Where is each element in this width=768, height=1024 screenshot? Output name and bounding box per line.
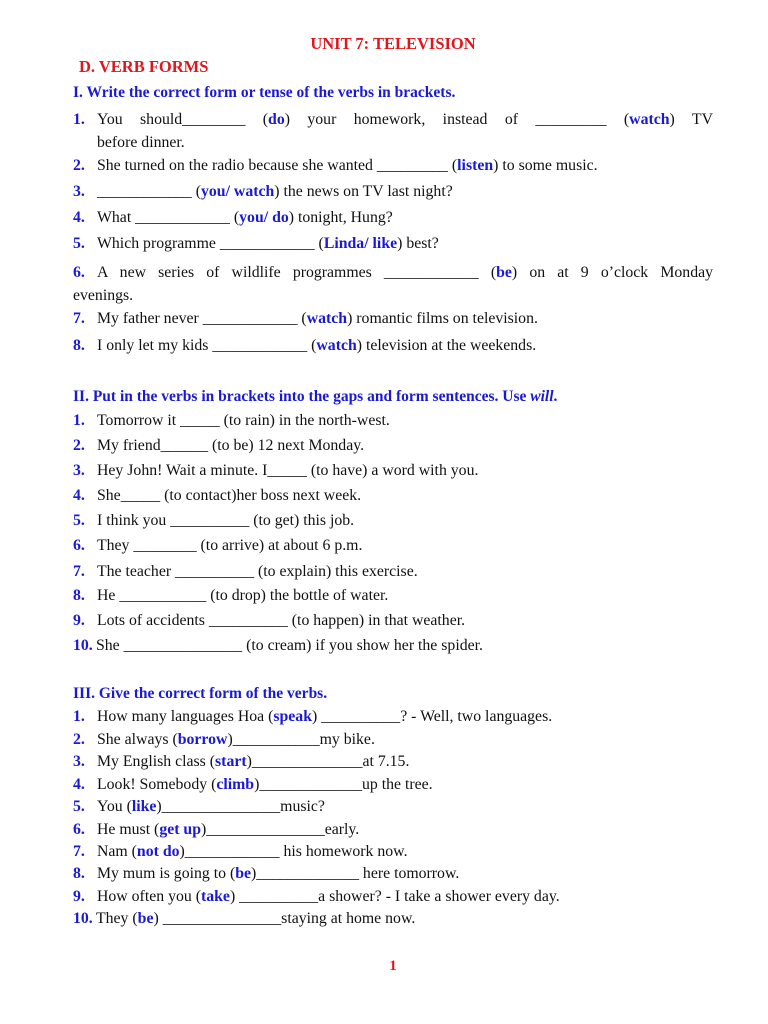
list-item <box>73 310 713 328</box>
list-item <box>73 753 713 771</box>
item-text: He must ( <box>97 821 160 838</box>
verb-keyword: Linda/ like <box>323 235 398 252</box>
section-3-heading: III. Give the correct form of the verbs. <box>73 685 328 702</box>
verb-keyword: do <box>268 111 285 128</box>
page-title: UNIT 7: TELEVISION <box>310 34 476 53</box>
item-number: 2. <box>73 437 85 454</box>
item-text: They ( <box>96 910 138 927</box>
item-text: ) television at the weekends. <box>356 337 537 354</box>
item-number: 10. <box>73 910 93 927</box>
list-item <box>73 612 713 630</box>
list-item <box>73 563 713 581</box>
item-text: ) tonight, Hung? <box>288 209 393 226</box>
list-item <box>73 462 713 480</box>
item-text: )_______________music? <box>156 798 325 815</box>
item-number: 6. <box>73 821 85 838</box>
list-item <box>73 337 713 355</box>
item-text: ) to some music. <box>493 157 598 174</box>
item-text: ) __________a shower? - I take a shower every day. <box>229 888 560 905</box>
item-text: My mum is going to ( <box>97 865 236 882</box>
list-item <box>73 235 713 253</box>
verb-keyword: watch <box>316 337 357 354</box>
item-text: Tomorrow it _____ (to rain) in the north-west. <box>97 412 390 429</box>
list-item <box>73 412 713 430</box>
page-number: 1 <box>389 958 397 974</box>
item-text: )___________my bike. <box>227 731 375 748</box>
verb-keyword: not do <box>136 843 180 860</box>
item-number: 3. <box>73 183 85 200</box>
item-number: 8. <box>73 337 85 354</box>
item-text: They ________ (to arrive) at about 6 p.m. <box>97 537 363 554</box>
item-text: )_____________ here tomorrow. <box>251 865 460 882</box>
item-number: 8. <box>73 865 85 882</box>
verb-keyword: speak <box>273 708 312 725</box>
item-number: 1. <box>73 412 85 429</box>
item-text: ) _______________staying at home now. <box>153 910 416 927</box>
item-text: How often you ( <box>97 888 201 905</box>
verb-keyword: watch <box>306 310 348 327</box>
page-subtitle: D. VERB FORMS <box>79 57 209 76</box>
item-number: 5. <box>73 798 85 815</box>
item-text: You ( <box>97 798 132 815</box>
list-item <box>73 487 713 505</box>
item-number: 7. <box>73 563 85 580</box>
item-text: )____________ his homework now. <box>179 843 408 860</box>
list-item <box>73 843 713 861</box>
list-item <box>73 261 713 307</box>
list-item <box>73 512 713 530</box>
item-number: 9. <box>73 888 85 905</box>
verb-keyword: like <box>131 798 157 815</box>
list-item <box>73 183 713 201</box>
list-item <box>73 637 713 655</box>
list-item <box>73 587 713 605</box>
item-text: My father never ____________ ( <box>97 310 307 327</box>
verb-keyword: watch <box>629 111 670 128</box>
item-number: 5. <box>73 235 85 252</box>
item-number: 1. <box>73 708 85 725</box>
section-2-heading-text: II. Put in the verbs in brackets into the gaps and form sentences. Use <box>73 388 531 405</box>
section-2-heading-emphasis: will <box>530 388 554 405</box>
item-number: 2. <box>73 157 85 174</box>
item-number: 10. <box>73 637 93 654</box>
item-text: ) TV <box>669 111 713 128</box>
item-number: 3. <box>73 753 85 770</box>
list-item <box>73 708 713 726</box>
item-text: I only let my kids ____________ ( <box>97 337 317 354</box>
section-2-heading-end: . <box>553 388 558 405</box>
item-text: ) best? <box>397 235 439 252</box>
list-item <box>73 731 713 749</box>
verb-keyword: borrow <box>177 731 228 748</box>
item-text: Which programme ____________ ( <box>97 235 324 252</box>
item-text: ) the news on TV last night? <box>274 183 453 200</box>
item-text: Hey John! Wait a minute. I_____ (to have) a word with you. <box>97 462 479 479</box>
item-continuation: before dinner. <box>97 134 185 151</box>
item-text: A new series of wildlife programmes ____________ ( <box>97 264 497 281</box>
item-text: You should________ ( <box>97 111 269 128</box>
item-number: 3. <box>73 462 85 479</box>
item-text: Lots of accidents __________ (to happen) in that weather. <box>97 612 466 629</box>
verb-keyword: take <box>200 888 230 905</box>
list-item <box>73 209 713 227</box>
item-number: 8. <box>73 587 85 604</box>
verb-keyword: get up <box>159 821 202 838</box>
verb-keyword: climb <box>216 776 255 793</box>
list-item <box>73 437 713 455</box>
item-continuation: evenings. <box>73 287 134 304</box>
verb-keyword: be <box>496 264 512 281</box>
item-number: 4. <box>73 487 85 504</box>
item-text: )_____________up the tree. <box>254 776 433 793</box>
verb-keyword: start <box>215 753 247 770</box>
item-text: She turned on the radio because she wanted _________ ( <box>97 157 458 174</box>
item-number: 1. <box>73 111 85 128</box>
verb-keyword: listen <box>457 157 494 174</box>
item-number: 6. <box>73 264 85 281</box>
item-text: ) your homework, instead of _________ ( <box>284 111 630 128</box>
item-text: My friend______ (to be) 12 next Monday. <box>97 437 365 454</box>
list-item <box>73 157 713 175</box>
item-text: What ____________ ( <box>97 209 240 226</box>
item-number: 2. <box>73 731 85 748</box>
verb-keyword: you/ do <box>239 209 289 226</box>
item-text: How many languages Hoa ( <box>97 708 274 725</box>
item-number: 6. <box>73 537 85 554</box>
item-text: She _______________ (to cream) if you show her the spider. <box>96 637 483 654</box>
verb-keyword: you/ watch <box>201 183 275 200</box>
list-item <box>73 537 713 555</box>
list-item <box>73 821 713 839</box>
list-item <box>73 776 713 794</box>
item-text: )_______________early. <box>201 821 360 838</box>
item-number: 5. <box>73 512 85 529</box>
item-number: 7. <box>73 310 85 327</box>
item-text: ) __________? - Well, two languages. <box>312 708 553 725</box>
list-item <box>73 888 713 906</box>
item-text: The teacher __________ (to explain) this exercise. <box>97 563 418 580</box>
item-number: 7. <box>73 843 85 860</box>
item-text: Nam ( <box>97 843 137 860</box>
verb-keyword: be <box>235 865 252 882</box>
item-text: ____________ ( <box>97 183 201 200</box>
item-text: She always ( <box>97 731 178 748</box>
list-item <box>73 910 713 928</box>
item-number: 9. <box>73 612 85 629</box>
list-item <box>73 108 713 154</box>
item-text: I think you __________ (to get) this job. <box>97 512 355 529</box>
item-text: ) romantic films on television. <box>347 310 538 327</box>
item-text: My English class ( <box>97 753 216 770</box>
item-number: 4. <box>73 209 85 226</box>
item-text: )______________at 7.15. <box>246 753 410 770</box>
item-text: She_____ (to contact)her boss next week. <box>97 487 362 504</box>
verb-keyword: be <box>137 910 154 927</box>
list-item <box>73 865 713 883</box>
list-item <box>73 798 713 816</box>
item-text: He ___________ (to drop) the bottle of water. <box>97 587 389 604</box>
section-1-heading: I. Write the correct form or tense of the verbs in brackets. <box>73 84 456 101</box>
item-text: ) on at 9 o’clock Monday <box>511 264 713 281</box>
item-text: Look! Somebody ( <box>97 776 217 793</box>
item-number: 4. <box>73 776 85 793</box>
section-2-heading <box>73 388 557 406</box>
